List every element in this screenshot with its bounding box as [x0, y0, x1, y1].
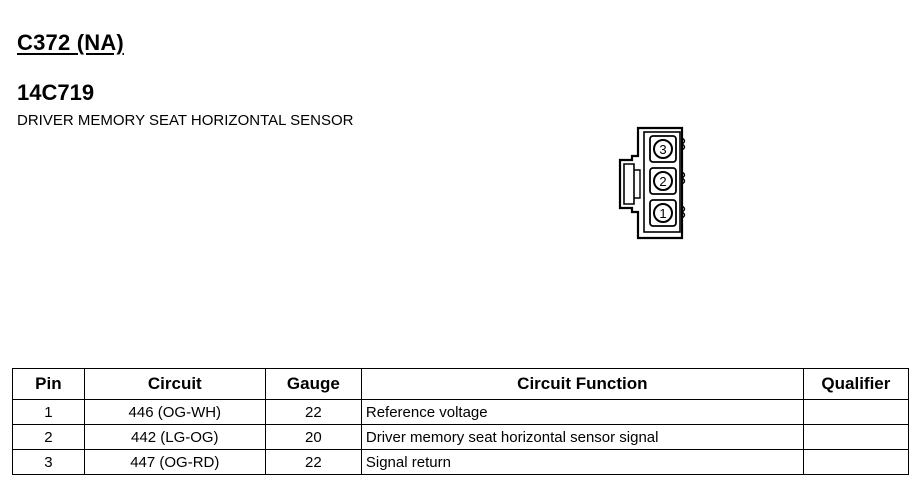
connector-id: C372 (NA) [17, 30, 124, 55]
circuit-cell: 446 (OG-WH) [84, 400, 265, 425]
circuit-cell: 447 (OG-RD) [84, 450, 265, 475]
qualifier-cell [803, 400, 908, 425]
header-qualifier: Qualifier [803, 369, 908, 400]
table-row [13, 400, 909, 425]
pin-cell: 1 [13, 400, 85, 425]
function-cell: Signal return [361, 450, 803, 475]
gauge-cell: 20 [265, 425, 361, 450]
gauge-cell: 22 [265, 400, 361, 425]
pin-label: 1 [659, 206, 667, 221]
connector-face-icon [610, 120, 700, 245]
gauge-cell: 22 [265, 450, 361, 475]
table-header-row [13, 369, 909, 400]
pin-label: 2 [659, 174, 667, 189]
part-number: 14C719 [17, 80, 95, 105]
header-circuit: Circuit [84, 369, 265, 400]
qualifier-cell [803, 450, 908, 475]
header-circuit-function: Circuit Function [361, 369, 803, 400]
header-gauge: Gauge [265, 369, 361, 400]
circuit-cell: 442 (LG-OG) [84, 425, 265, 450]
pin-label: 3 [659, 142, 667, 157]
pin-cell: 2 [13, 425, 85, 450]
component-description: DRIVER MEMORY SEAT HORIZONTAL SENSOR [17, 112, 354, 129]
header-pin: Pin [13, 369, 85, 400]
pin-cell: 3 [13, 450, 85, 475]
pin-table [12, 368, 909, 475]
function-cell: Driver memory seat horizontal sensor signal [361, 425, 803, 450]
table-row [13, 425, 909, 450]
qualifier-cell [803, 425, 908, 450]
function-cell: Reference voltage [361, 400, 803, 425]
table-row [13, 450, 909, 475]
